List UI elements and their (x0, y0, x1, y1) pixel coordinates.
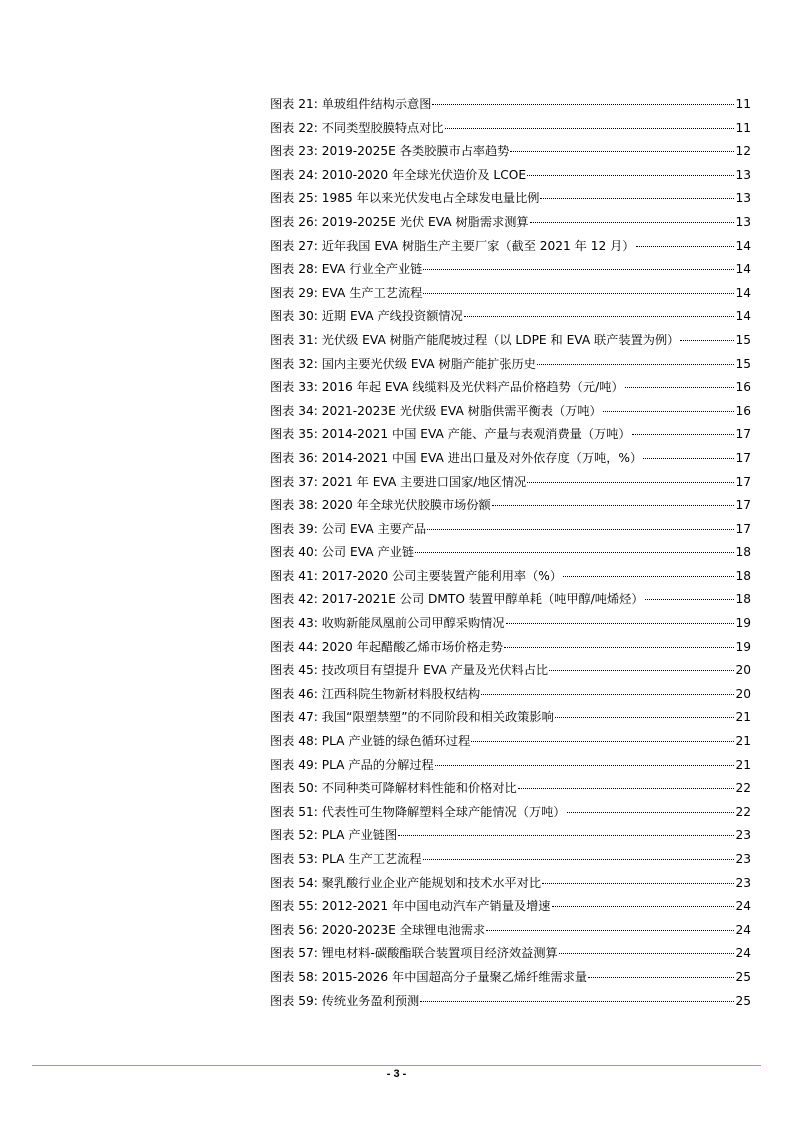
toc-entry-label: 图表 57: (270, 946, 318, 961)
toc-entry-page: 22 (735, 781, 751, 796)
toc-entry-page: 13 (735, 191, 751, 206)
toc-entry-page: 12 (735, 144, 751, 159)
toc-entry-page: 13 (735, 167, 751, 182)
toc-entry[interactable] (270, 895, 751, 919)
toc-entry-page: 17 (735, 450, 751, 465)
toc-entry-title: 单玻组件结构示意图 (321, 97, 432, 111)
toc-entry-page: 21 (735, 757, 751, 772)
toc-entry[interactable] (270, 942, 751, 966)
toc-entry-page: 13 (735, 214, 751, 229)
toc-entry-title: 2014-2021 中国 EVA 产能、产量与表观消费量（万吨） (321, 427, 631, 442)
toc-leader-dots (510, 150, 734, 152)
toc-entry[interactable] (270, 541, 751, 565)
toc-leader-dots (537, 363, 735, 365)
toc-entry[interactable] (270, 353, 751, 377)
toc-leader-dots (423, 268, 734, 270)
toc-entry[interactable] (270, 258, 751, 282)
toc-entry-page: 14 (735, 262, 751, 277)
toc-entry[interactable] (270, 990, 751, 1014)
toc-entry-label: 图表 31: (270, 332, 318, 347)
toc-leader-dots (563, 575, 734, 577)
toc-entry-title: 光伏级 EVA 树脂产能爬坡过程（以 LDPE 和 EVA 联产装置为例） (321, 332, 680, 347)
toc-entry-page: 17 (735, 521, 751, 536)
toc-entry-page: 19 (735, 616, 751, 631)
toc-entry[interactable] (270, 305, 751, 329)
toc-entry[interactable] (270, 919, 751, 943)
toc-entry-label: 图表 38: (270, 498, 318, 513)
toc-leader-dots (645, 598, 735, 600)
toc-entry-label: 图表 21: (270, 97, 318, 111)
toc-entry[interactable] (270, 400, 751, 424)
toc-entry-label: 图表 47: (270, 710, 318, 725)
toc-leader-dots (427, 528, 734, 530)
toc-entry-label: 图表 33: (270, 380, 318, 395)
toc-entry-title: 2014-2021 中国 EVA 进出口量及对外依存度（万吨，%） (321, 450, 643, 465)
toc-entry-page: 17 (735, 498, 751, 513)
toc-entry-page: 24 (735, 946, 751, 961)
toc-entry[interactable] (270, 824, 751, 848)
toc-entry-page: 22 (735, 804, 751, 819)
toc-leader-dots (518, 787, 735, 789)
toc-entry[interactable] (270, 872, 751, 896)
toc-entry-page: 24 (735, 899, 751, 914)
toc-leader-dots (423, 858, 735, 860)
toc-entry-title: 近年我国 EVA 树脂生产主要厂家（截至 2021 年 12 月） (321, 238, 635, 253)
toc-leader-dots (432, 103, 734, 105)
toc-entry-page: 14 (735, 285, 751, 300)
toc-entry-title: 2012-2021 年中国电动汽车产销量及增速 (321, 899, 551, 914)
toc-entry-page: 23 (735, 828, 751, 843)
toc-entry[interactable] (270, 117, 751, 141)
toc-entry-title: 2016 年起 EVA 线缆料及光伏料产品价格趋势（元/吨） (321, 380, 624, 395)
toc-entry-title: 2020-2023E 全球锂电池需求 (321, 922, 486, 937)
toc-entry-label: 图表 56: (270, 922, 318, 937)
toc-entry-page: 24 (735, 922, 751, 937)
toc-entry[interactable] (270, 801, 751, 825)
toc-entry-title: PLA 产业链图 (321, 828, 398, 843)
toc-entry[interactable] (270, 140, 751, 164)
toc-entry-page: 14 (735, 238, 751, 253)
toc-entry-label: 图表 36: (270, 450, 318, 465)
toc-entry-label: 图表 44: (270, 639, 318, 654)
toc-entry-label: 图表 42: (270, 592, 318, 607)
toc-entry-page: 25 (735, 993, 751, 1008)
toc-entry-title: 国内主要光伏级 EVA 树脂产能扩张历史 (321, 356, 536, 371)
toc-entry-label: 图表 35: (270, 427, 318, 442)
toc-entry-title: EVA 生产工艺流程 (321, 285, 423, 300)
toc-entry-label: 图表 59: (270, 993, 318, 1008)
toc-leader-dots (680, 339, 734, 341)
toc-entry-label: 图表 30: (270, 309, 318, 324)
toc-entry-title: 技改项目有望提升 EVA 产量及光伏料占比 (321, 663, 549, 678)
toc-entry-title: PLA 生产工艺流程 (321, 852, 422, 866)
toc-entry[interactable] (270, 754, 751, 778)
toc-entry-title: 近期 EVA 产线投资额情况 (321, 309, 463, 324)
toc-entry-page: 17 (735, 474, 751, 489)
toc-entry-label: 图表 40: (270, 545, 318, 560)
toc-entry-title: 2017-2021E 公司 DMTO 装置甲醇单耗（吨甲醇/吨烯烃） (321, 592, 644, 607)
toc-entry-title: 不同类型胶膜特点对比 (321, 120, 444, 135)
toc-entry[interactable] (270, 706, 751, 730)
toc-entry-title: 我国“限塑禁塑”的不同阶段和相关政策影响 (321, 710, 554, 725)
toc-entry-label: 图表 58: (270, 969, 318, 984)
toc-entry-page: 18 (735, 545, 751, 560)
toc-entry-label: 图表 32: (270, 356, 318, 371)
toc-leader-dots (415, 551, 734, 553)
toc-entry-page: 21 (735, 734, 751, 749)
toc-entry-label: 图表 45: (270, 663, 318, 678)
toc-entry[interactable] (270, 636, 751, 660)
toc-leader-dots (445, 127, 735, 129)
toc-entry-title: 2020 年起醋酸乙烯市场价格走势 (321, 639, 503, 654)
table-of-figures (270, 93, 751, 1013)
toc-entry[interactable] (270, 777, 751, 801)
toc-entry[interactable] (270, 471, 751, 495)
toc-entry-page: 20 (735, 663, 751, 678)
toc-entry-page: 23 (735, 875, 751, 890)
toc-entry-label: 图表 41: (270, 568, 318, 583)
toc-leader-dots (504, 646, 735, 648)
footer-divider (32, 1065, 761, 1066)
toc-entry-title: 1985 年以来光伏发电占全球发电量比例 (321, 191, 540, 206)
toc-entry[interactable] (270, 376, 751, 400)
toc-entry-title: 公司 EVA 主要产品 (321, 521, 427, 536)
toc-leader-dots (492, 504, 735, 506)
toc-leader-dots (549, 669, 734, 671)
toc-leader-dots (481, 693, 734, 695)
toc-entry-page: 20 (735, 686, 751, 701)
toc-entry-label: 图表 26: (270, 214, 318, 229)
toc-entry-page: 14 (735, 309, 751, 324)
toc-entry[interactable] (270, 282, 751, 306)
toc-leader-dots (552, 905, 735, 907)
toc-entry-title: 2020 年全球光伏胶膜市场份额 (321, 498, 491, 513)
toc-entry-page: 18 (735, 568, 751, 583)
toc-leader-dots (486, 929, 734, 931)
toc-entry-title: 2019-2025E 光伏 EVA 树脂需求测算 (321, 214, 529, 229)
toc-entry[interactable] (270, 329, 751, 353)
toc-leader-dots (567, 811, 735, 813)
toc-leader-dots (527, 481, 734, 483)
toc-entry-title: 传统业务盈利预测 (321, 993, 420, 1008)
toc-leader-dots (540, 197, 734, 199)
toc-entry[interactable] (270, 848, 751, 872)
toc-entry-label: 图表 46: (270, 686, 318, 701)
toc-entry-label: 图表 49: (270, 757, 318, 772)
toc-entry-label: 图表 52: (270, 828, 318, 843)
toc-leader-dots (506, 622, 735, 624)
toc-entry-page: 23 (735, 852, 751, 866)
toc-entry-label: 图表 55: (270, 899, 318, 914)
toc-entry-title: 2021-2023E 光伏级 EVA 树脂供需平衡表（万吨） (321, 403, 602, 418)
toc-entry-title: 2010-2020 年全球光伏造价及 LCOE (321, 167, 527, 182)
toc-entry-page: 11 (735, 97, 751, 111)
toc-entry-page: 16 (735, 380, 751, 395)
toc-entry-label: 图表 39: (270, 521, 318, 536)
toc-leader-dots (632, 433, 735, 435)
toc-leader-dots (435, 764, 735, 766)
toc-entry[interactable] (270, 612, 751, 636)
toc-entry-label: 图表 28: (270, 262, 318, 277)
toc-leader-dots (527, 174, 734, 176)
toc-entry[interactable] (270, 423, 751, 447)
toc-entry-label: 图表 53: (270, 852, 318, 866)
toc-entry-title: 公司 EVA 产业链 (321, 545, 415, 560)
toc-leader-dots (530, 221, 735, 223)
toc-entry-title: 2017-2020 公司主要装置产能利用率（%） (321, 568, 563, 583)
toc-entry[interactable] (270, 730, 751, 754)
toc-entry-page: 11 (735, 120, 751, 135)
toc-entry-label: 图表 25: (270, 191, 318, 206)
toc-entry[interactable] (270, 565, 751, 589)
toc-entry[interactable] (270, 518, 751, 542)
toc-entry[interactable] (270, 211, 751, 235)
toc-entry-title: 2015-2026 年中国超高分子量聚乙烯纤维需求量 (321, 969, 588, 984)
toc-entry-title: 2021 年 EVA 主要进口国家/地区情况 (321, 474, 527, 489)
toc-entry[interactable] (270, 447, 751, 471)
page-number: - 3 - (386, 1068, 407, 1080)
toc-entry[interactable] (270, 93, 751, 117)
toc-leader-dots (636, 245, 735, 247)
toc-entry-label: 图表 43: (270, 616, 318, 631)
toc-leader-dots (588, 976, 734, 978)
toc-leader-dots (555, 716, 735, 718)
toc-entry-title: PLA 产品的分解过程 (321, 757, 434, 772)
toc-entry-page: 17 (735, 427, 751, 442)
toc-entry-label: 图表 23: (270, 144, 318, 159)
toc-entry[interactable] (270, 187, 751, 211)
toc-entry[interactable] (270, 235, 751, 259)
toc-entry-title: PLA 产业链的绿色循环过程 (321, 734, 471, 749)
toc-entry-page: 15 (735, 332, 751, 347)
toc-entry-label: 图表 27: (270, 238, 318, 253)
toc-leader-dots (542, 882, 734, 884)
toc-entry-title: 锂电材料-碳酸酯联合装置项目经济效益测算 (321, 946, 558, 961)
toc-entry-label: 图表 29: (270, 285, 318, 300)
toc-entry-label: 图表 50: (270, 781, 318, 796)
toc-leader-dots (423, 292, 734, 294)
toc-entry-label: 图表 34: (270, 403, 318, 418)
toc-entry-label: 图表 24: (270, 167, 318, 182)
toc-entry-label: 图表 51: (270, 804, 318, 819)
toc-entry[interactable] (270, 683, 751, 707)
toc-leader-dots (643, 457, 734, 459)
toc-entry-title: 聚乳酸行业企业产能规划和技术水平对比 (321, 875, 542, 890)
toc-leader-dots (471, 740, 734, 742)
toc-leader-dots (559, 952, 735, 954)
toc-entry-title: 江西科院生物新材料股权结构 (321, 686, 481, 701)
toc-entry[interactable] (270, 588, 751, 612)
toc-entry[interactable] (270, 659, 751, 683)
toc-entry-label: 图表 48: (270, 734, 318, 749)
toc-leader-dots (625, 386, 735, 388)
toc-entry[interactable] (270, 164, 751, 188)
toc-entry-page: 16 (735, 403, 751, 418)
toc-entry-label: 图表 54: (270, 875, 318, 890)
toc-entry-page: 25 (735, 969, 751, 984)
toc-entry-title: EVA 行业全产业链 (321, 262, 423, 277)
toc-entry-title: 不同种类可降解材料性能和价格对比 (321, 781, 517, 796)
toc-entry[interactable] (270, 494, 751, 518)
toc-entry[interactable] (270, 966, 751, 990)
toc-entry-title: 代表性可生物降解塑料全球产能情况（万吨） (321, 804, 566, 819)
toc-leader-dots (398, 834, 734, 836)
toc-leader-dots (420, 1000, 734, 1002)
toc-entry-label: 图表 37: (270, 474, 318, 489)
toc-leader-dots (603, 410, 735, 412)
toc-entry-title: 2019-2025E 各类胶膜市占率趋势 (321, 144, 510, 159)
toc-entry-page: 19 (735, 639, 751, 654)
toc-entry-title: 收购新能凤凰前公司甲醇采购情况 (321, 616, 505, 631)
toc-leader-dots (464, 315, 735, 317)
toc-entry-label: 图表 22: (270, 120, 318, 135)
toc-entry-page: 18 (735, 592, 751, 607)
toc-entry-page: 21 (735, 710, 751, 725)
toc-entry-page: 15 (735, 356, 751, 371)
